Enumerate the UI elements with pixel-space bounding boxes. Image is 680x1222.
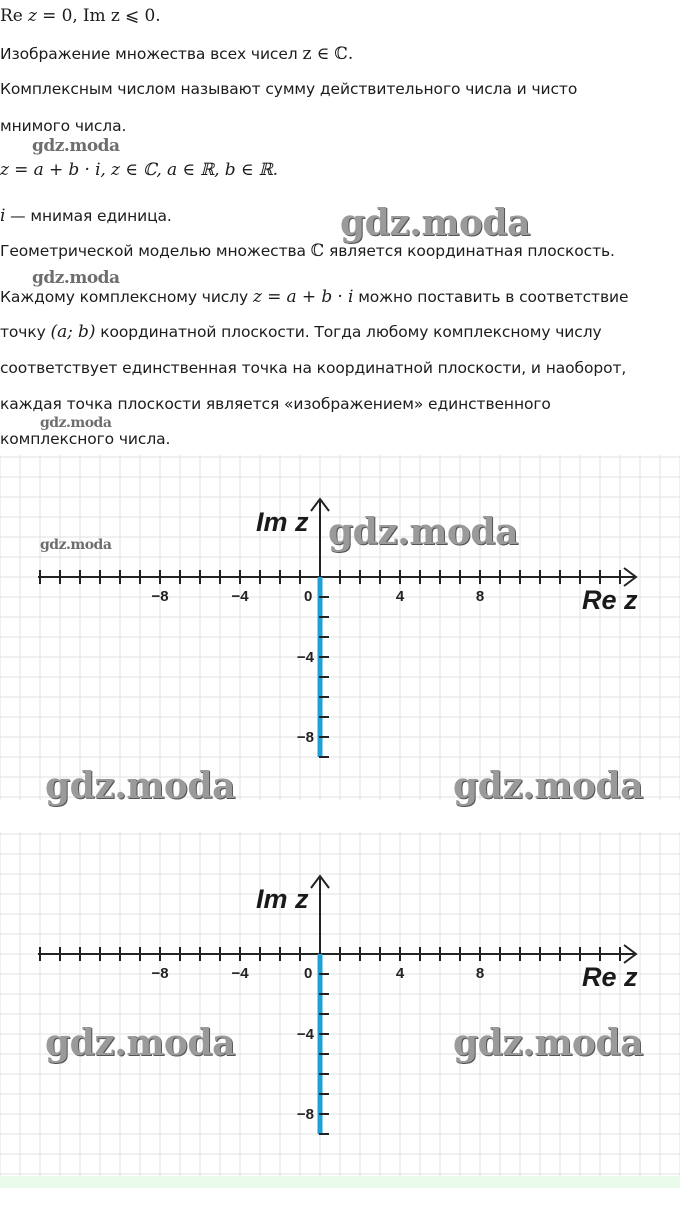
plane-svg-1: [0, 455, 680, 800]
y-tick-label: −8: [296, 1106, 314, 1123]
coordinate-plane-2: [0, 832, 680, 1177]
text-line-1: [0, 44, 353, 64]
text-line-5: [0, 241, 615, 261]
x-tick-label: −4: [231, 588, 249, 605]
condition-re: Re: [0, 6, 23, 26]
condition-rest: = 0, Im z ⩽ 0.: [42, 6, 161, 26]
watermark-text-3: gdz.moda: [32, 268, 120, 288]
watermark-text-4: gdz.moda: [40, 415, 112, 431]
y-tick-label: −4: [296, 649, 314, 666]
text-line-2: Комплексным числом называют сумму действительного числа и чисто: [0, 80, 578, 98]
text-line-4: [0, 206, 172, 226]
x-tick-label: 8: [475, 965, 485, 982]
text-line-5-b: является координатная плоскость.: [324, 242, 615, 260]
plane-svg-2: [0, 832, 680, 1177]
watermark-graph-2-left: gdz.moda: [45, 1022, 235, 1064]
y-axis-label: Im z: [256, 507, 309, 537]
watermark-graph-1-right: gdz.moda: [453, 765, 643, 807]
x-tick-label: 4: [395, 588, 405, 605]
coordinate-plane-1: [0, 455, 680, 807]
grid: [0, 832, 680, 1177]
origin-label: 0: [304, 588, 313, 605]
imag-unit: i: [0, 206, 6, 226]
x-axis-label: Re z: [582, 962, 638, 992]
text-line-6-a: Каждому комплексному числу: [0, 288, 253, 306]
watermark-text-1: gdz.moda: [32, 136, 120, 156]
origin-label: 0: [304, 965, 313, 982]
text-line-7: [0, 322, 602, 342]
formula: z = a + b · i, z ∈ ℂ, a ∈ ℝ, b ∈ ℝ.: [0, 160, 278, 180]
text-line-5-math: ℂ: [310, 241, 325, 261]
y-axis-label: Im z: [256, 884, 309, 914]
x-tick-label: −8: [151, 965, 169, 982]
text-line-6-b: можно поставить в соответствие: [353, 288, 629, 306]
x-tick-label: −8: [151, 588, 169, 605]
text-line-8: соответствует единственная точка на координатной плоскости, и наоборот,: [0, 359, 627, 377]
text-line-10: комплексного числа.: [0, 430, 171, 448]
text-line-9: каждая точка плоскости является «изображением» единственного: [0, 395, 551, 413]
watermark-graph-1-top: gdz.moda: [328, 511, 518, 553]
text-line-6-math: z = a + b · i: [252, 287, 354, 307]
text-line-4-rest: — мнимая единица.: [5, 207, 172, 225]
watermark-text-2: gdz.moda: [340, 202, 530, 244]
text-line-3: мнимого числа.: [0, 117, 127, 135]
watermark-graph-1-left: gdz.moda: [45, 765, 235, 807]
watermark-graph-2-right: gdz.moda: [453, 1022, 643, 1064]
watermark-graph-1-small: gdz.moda: [40, 537, 112, 553]
text-line-5-a: Геометрической моделью множества: [0, 242, 311, 260]
footer-bar: [0, 1176, 680, 1188]
text-line-1-math: z ∈ ℂ.: [302, 44, 354, 64]
text-line-6: [0, 287, 628, 307]
text-line-7-a: точку: [0, 323, 51, 341]
task-condition: [0, 6, 161, 26]
text-line-7-math: (a; b): [50, 322, 96, 342]
text-line-1-a: Изображение множества всех чисел: [0, 45, 303, 63]
text-line-7-b: координатной плоскости. Тогда любому комплексному числу: [95, 323, 602, 341]
x-tick-label: 8: [475, 588, 485, 605]
x-tick-label: −4: [231, 965, 249, 982]
condition-var: z: [27, 6, 37, 26]
grid: [0, 455, 680, 800]
y-tick-label: −8: [296, 729, 314, 746]
x-axis-label: Re z: [582, 585, 638, 615]
x-tick-label: 4: [395, 965, 405, 982]
y-tick-label: −4: [296, 1026, 314, 1043]
